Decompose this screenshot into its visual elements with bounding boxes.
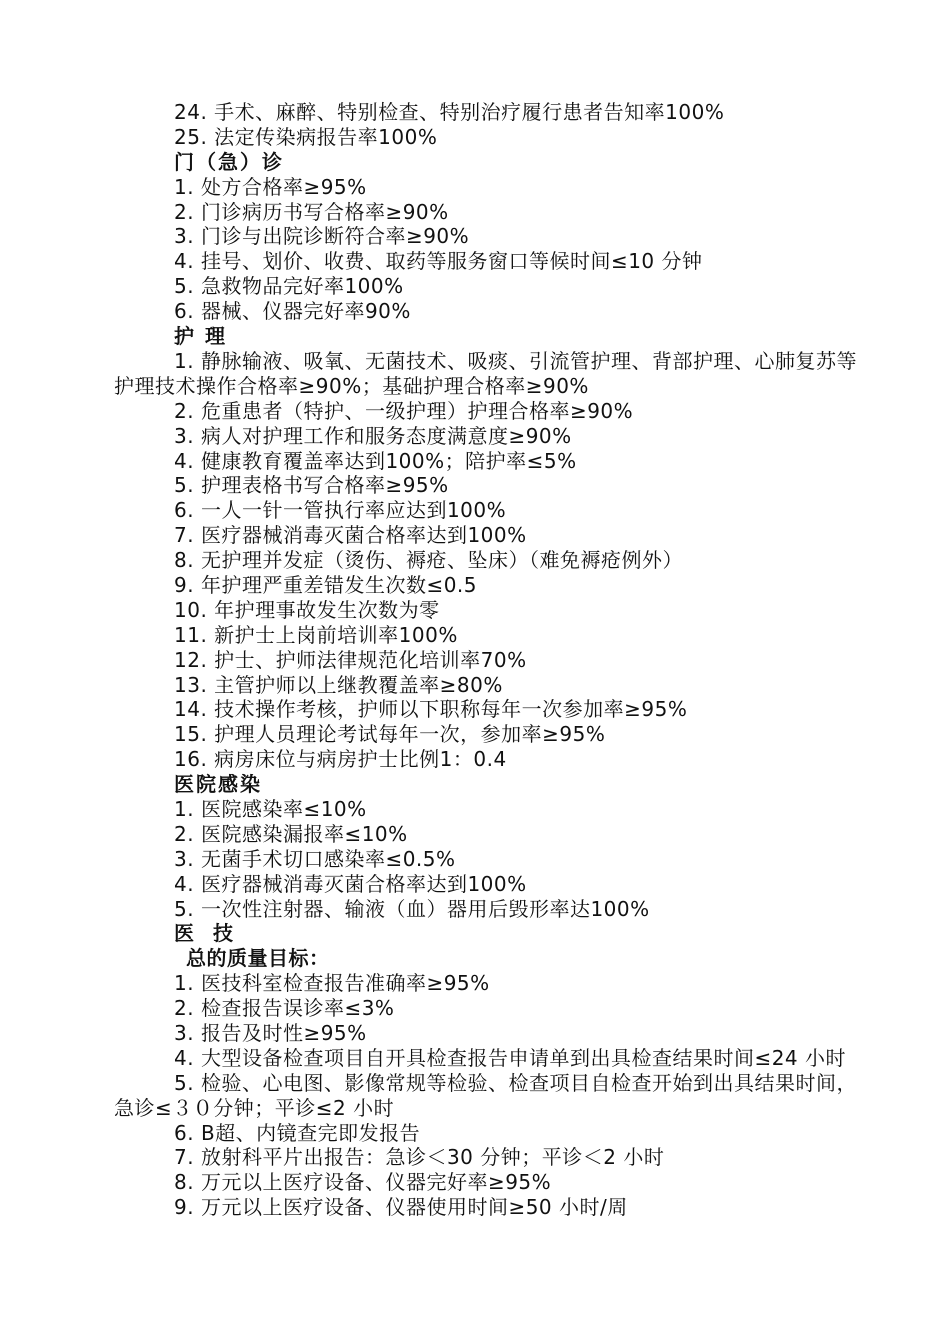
list-item: 13. 主管护师以上继教覆盖率≥80% (174, 672, 503, 697)
list-item: 1. 医技科室检查报告准确率≥95% (174, 971, 490, 996)
list-item: 4. 医疗器械消毒灭菌合格率达到100% (174, 871, 527, 896)
list-item: 9. 万元以上医疗设备、仪器使用时间≥50 小时/周 (174, 1195, 628, 1220)
list-item: 24. 手术、麻醉、特别检查、特别治疗履行患者告知率100% (174, 100, 725, 124)
list-item: 5. 一次性注射器、输液（血）器用后毁形率达100% (174, 896, 650, 921)
document-body (114, 100, 860, 1220)
list-item: 14. 技术操作考核，护师以下职称每年一次参加率≥95% (174, 697, 688, 722)
list-item: 3. 报告及时性≥95% (174, 1020, 367, 1045)
list-item: 1. 静脉输液、吸氧、无菌技术、吸痰、引流管护理、背部护理、心肺复苏等护理技术操作合格率≥90%；基础护理合格率≥90% (114, 348, 857, 398)
list-item: 25. 法定传染病报告率100% (174, 124, 438, 149)
list-item: 6. 器械、仪器完好率90% (174, 299, 411, 324)
list-item: 5. 急救物品完好率100% (174, 274, 404, 299)
section-heading: 护 理 (174, 324, 227, 349)
list-item: 7. 放射科平片出报告：急诊＜30 分钟；平诊＜2 小时 (174, 1145, 665, 1170)
list-item: 8. 无护理并发症（烫伤、褥疮、坠床）（难免褥疮例外） (174, 548, 683, 573)
list-item: 16. 病房床位与病房护士比例1：0.4 (174, 747, 507, 772)
list-item: 3. 病人对护理工作和服务态度满意度≥90% (174, 423, 572, 448)
list-item: 6. 一人一针一管执行率应达到100% (174, 498, 507, 523)
list-item: 4. 大型设备检查项目自开具检查报告申请单到出具检查结果时间≤24 小时 (174, 1045, 847, 1070)
list-item: 10. 年护理事故发生次数为零 (174, 597, 440, 622)
list-item: 11. 新护士上岗前培训率100% (174, 622, 458, 647)
list-item: 2. 医院感染漏报率≤10% (174, 821, 408, 846)
list-item: 4. 健康教育覆盖率达到100%；陪护率≤5% (174, 448, 577, 473)
section-heading: 医 技 (174, 921, 239, 946)
list-item: 3. 门诊与出院诊断符合率≥90% (174, 224, 470, 249)
list-item: 2. 门诊病历书写合格率≥90% (174, 199, 449, 224)
list-item: 9. 年护理严重差错发生次数≤0.5 (174, 572, 478, 597)
list-item: 2. 检查报告误诊率≤3% (174, 996, 395, 1021)
list-item: 15. 护理人员理论考试每年一次，参加率≥95% (174, 722, 606, 747)
list-item: 1. 医院感染率≤10% (174, 796, 367, 821)
list-item: 1. 处方合格率≥95% (174, 174, 367, 199)
list-item: 6. B超、内镜查完即发报告 (174, 1120, 421, 1145)
list-item: 3. 无菌手术切口感染率≤0.5% (174, 846, 456, 871)
sub-heading: 总的质量目标： (186, 946, 330, 971)
section-heading: 医院感染 (174, 772, 262, 797)
list-item: 7. 医疗器械消毒灭菌合格率达到100% (174, 523, 527, 548)
list-item: 8. 万元以上医疗设备、仪器完好率≥95% (174, 1170, 552, 1195)
list-item: 5. 检验、心电图、影像常规等检验、检查项目自检查开始到出具结果时间，急诊≤３０分钟；平诊≤2 小时 (114, 1070, 857, 1120)
list-item: 12. 护士、护师法律规范化培训率70% (174, 647, 527, 672)
list-item: 2. 危重患者（特护、一级护理）护理合格率≥90% (174, 398, 634, 423)
section-heading: 门（急）诊 (174, 149, 284, 174)
list-item: 4. 挂号、划价、收费、取药等服务窗口等候时间≤10 分钟 (174, 249, 703, 274)
list-item: 5. 护理表格书写合格率≥95% (174, 473, 449, 498)
